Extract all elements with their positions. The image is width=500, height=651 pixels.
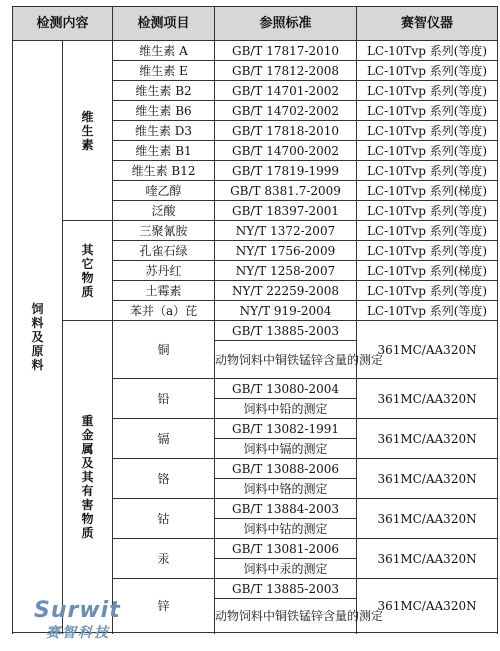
instrument-cell: LC-10Tvp 系列(等度) (357, 281, 498, 301)
standard-cell: GB/T 13082-1991 (215, 419, 357, 439)
instrument-cell: LC-10Tvp 系列(等度) (357, 161, 498, 181)
method-cell: 饲料中铅的测定 (215, 399, 357, 419)
group-label-other: 其 它 物 质 (63, 221, 113, 321)
item-cell: 维生素 B2 (113, 81, 215, 101)
header-instrument: 赛智仪器 (357, 7, 498, 41)
standard-cell: GB/T 17819-1999 (215, 161, 357, 181)
instrument-cell: 361MC/AA320N (357, 579, 498, 633)
standard-cell: GB/T 13884-2003 (215, 499, 357, 519)
standard-cell: GB/T 13885-2003 (215, 321, 357, 341)
item-cell: 汞 (113, 539, 215, 579)
instrument-cell: 361MC/AA320N (357, 419, 498, 459)
item-cell: 维生素 B12 (113, 161, 215, 181)
standard-cell: GB/T 13885-2003 (215, 579, 357, 599)
item-cell: 孔雀石绿 (113, 241, 215, 261)
standard-cell: GB/T 14701-2002 (215, 81, 357, 101)
method-cell: 动物饲料中铜铁锰锌含量的测定 (215, 599, 357, 633)
instrument-cell: LC-10Tvp 系列(梯度) (357, 181, 498, 201)
instrument-cell: LC-10Tvp 系列(等度) (357, 41, 498, 61)
method-cell: 饲料中镉的测定 (215, 439, 357, 459)
instrument-cell: 361MC/AA320N (357, 379, 498, 419)
standard-cell: GB/T 17812-2008 (215, 61, 357, 81)
instrument-cell: LC-10Tvp 系列(等度) (357, 141, 498, 161)
standard-cell: NY/T 1258-2007 (215, 261, 357, 281)
instrument-cell: LC-10Tvp 系列(等度) (357, 121, 498, 141)
item-cell: 锌 (113, 579, 215, 633)
item-cell: 镉 (113, 419, 215, 459)
instrument-cell: LC-10Tvp 系列(等度) (357, 201, 498, 221)
method-cell: 动物饲料中铜铁锰锌含量的测定 (215, 341, 357, 379)
group-label-vitamins: 维 生 素 (63, 41, 113, 221)
item-cell: 维生素 D3 (113, 121, 215, 141)
table-row (13, 221, 498, 241)
instrument-cell: LC-10Tvp 系列(等度) (357, 241, 498, 261)
logo-text-en: Surwit (34, 598, 121, 623)
instrument-cell: 361MC/AA320N (357, 539, 498, 579)
standards-table (12, 6, 498, 633)
standard-cell: GB/T 8381.7-2009 (215, 181, 357, 201)
item-cell: 钴 (113, 499, 215, 539)
method-cell: 饲料中汞的测定 (215, 559, 357, 579)
header-item: 检测项目 (113, 7, 215, 41)
standard-cell: GB/T 14702-2002 (215, 101, 357, 121)
standard-cell: NY/T 1756-2009 (215, 241, 357, 261)
header-content: 检测内容 (13, 7, 113, 41)
item-cell: 维生素 B1 (113, 141, 215, 161)
instrument-cell: 361MC/AA320N (357, 321, 498, 379)
item-cell: 泛酸 (113, 201, 215, 221)
instrument-cell: LC-10Tvp 系列(等度) (357, 61, 498, 81)
standard-cell: GB/T 14700-2002 (215, 141, 357, 161)
instrument-cell: 361MC/AA320N (357, 459, 498, 499)
category-label: 饲 料 及 原 料 (13, 41, 63, 633)
standard-cell: NY/T 22259-2008 (215, 281, 357, 301)
method-cell: 饲料中钴的测定 (215, 519, 357, 539)
method-cell: 饲料中铬的测定 (215, 479, 357, 499)
standard-cell: GB/T 13080-2004 (215, 379, 357, 399)
instrument-cell: LC-10Tvp 系列(等度) (357, 81, 498, 101)
instrument-cell: LC-10Tvp 系列(等度) (357, 301, 498, 321)
item-cell: 铬 (113, 459, 215, 499)
standard-cell: GB/T 17817-2010 (215, 41, 357, 61)
instrument-cell: LC-10Tvp 系列(梯度) (357, 261, 498, 281)
standard-cell: GB/T 17818-2010 (215, 121, 357, 141)
table-row (13, 321, 498, 341)
item-cell: 三聚氰胺 (113, 221, 215, 241)
group-label-metals: 重 金 属 及 其 有 害 物 质 (63, 321, 113, 633)
surwit-logo (34, 598, 139, 642)
item-cell: 土霉素 (113, 281, 215, 301)
table-row (13, 41, 498, 61)
item-cell: 铅 (113, 379, 215, 419)
item-cell: 苯并（a）芘 (113, 301, 215, 321)
item-cell: 维生素 B6 (113, 101, 215, 121)
item-cell: 喹乙醇 (113, 181, 215, 201)
standard-cell: GB/T 13088-2006 (215, 459, 357, 479)
standard-cell: GB/T 18397-2001 (215, 201, 357, 221)
instrument-cell: 361MC/AA320N (357, 499, 498, 539)
item-cell: 维生素 E (113, 61, 215, 81)
item-cell: 苏丹红 (113, 261, 215, 281)
item-cell: 铜 (113, 321, 215, 379)
header-standard: 参照标准 (215, 7, 357, 41)
standard-cell: NY/T 1372-2007 (215, 221, 357, 241)
instrument-cell: LC-10Tvp 系列(等度) (357, 101, 498, 121)
instrument-cell: LC-10Tvp 系列(等度) (357, 221, 498, 241)
standard-cell: GB/T 13081-2006 (215, 539, 357, 559)
item-cell: 维生素 A (113, 41, 215, 61)
standard-cell: NY/T 919-2004 (215, 301, 357, 321)
logo-text-cn: 赛智科技 (46, 625, 110, 641)
